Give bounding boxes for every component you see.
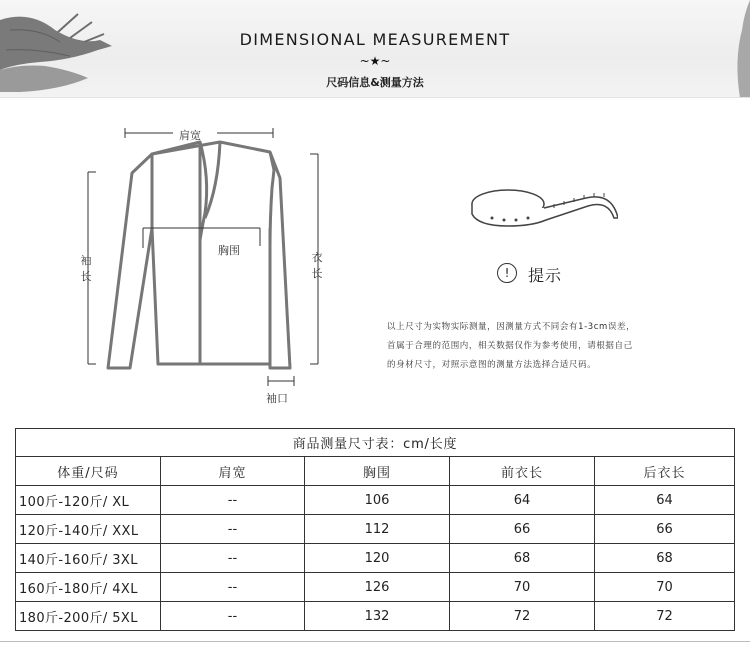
cell-shoulder: -- — [161, 573, 305, 602]
cell-back-length: 70 — [595, 573, 735, 602]
cell-front-length: 66 — [450, 515, 595, 544]
tip-title: 提示 — [528, 266, 563, 285]
cell-back-length: 66 — [595, 515, 735, 544]
cell-front-length: 68 — [450, 544, 595, 573]
table-row — [16, 573, 735, 602]
tip-line: 的身材尺寸，对照示意图的测量方法选择合适尺码。 — [387, 360, 597, 370]
bottom-divider — [0, 641, 750, 642]
table-header-row — [16, 457, 735, 486]
cell-size: 100斤-120斤/ XL — [16, 486, 161, 515]
cell-front-length: 70 — [450, 573, 595, 602]
header-back-length: 后衣长 — [595, 457, 735, 486]
banner-divider — [0, 97, 750, 98]
header-front-length: 前衣长 — [450, 457, 595, 486]
cell-front-length: 64 — [450, 486, 595, 515]
cell-size: 120斤-140斤/ XXL — [16, 515, 161, 544]
label-chest: 胸围 — [218, 244, 240, 257]
banner-title: DIMENSIONAL MEASUREMENT — [239, 30, 511, 49]
cell-size: 180斤-200斤/ 5XL — [16, 602, 161, 631]
banner-subtitle: 尺码信息&测量方法 — [326, 76, 424, 89]
table-row — [16, 486, 735, 515]
cell-chest: 126 — [305, 573, 450, 602]
size-table — [15, 428, 735, 631]
table-row — [16, 515, 735, 544]
cell-chest: 132 — [305, 602, 450, 631]
cell-front-length: 72 — [450, 602, 595, 631]
star-divider: ~★~ — [359, 54, 391, 68]
label-sleeve-length: 袖 长 — [80, 254, 92, 283]
cell-size: 140斤-160斤/ 3XL — [16, 544, 161, 573]
cell-shoulder: -- — [161, 544, 305, 573]
cell-shoulder: -- — [161, 486, 305, 515]
table-row — [16, 602, 735, 631]
tape-measure-icon — [468, 178, 618, 238]
header-weight-size: 体重/尺码 — [16, 457, 161, 486]
label-cuff: 袖口 — [266, 392, 288, 405]
table-row — [16, 544, 735, 573]
cell-size: 160斤-180斤/ 4XL — [16, 573, 161, 602]
cell-back-length: 64 — [595, 486, 735, 515]
cell-back-length: 72 — [595, 602, 735, 631]
label-shoulder-width: 肩宽 — [179, 129, 201, 142]
header-shoulder: 肩宽 — [161, 457, 305, 486]
table-caption: 商品测量尺寸表：cm/长度 — [16, 429, 735, 457]
header-banner — [0, 0, 750, 98]
cell-chest: 120 — [305, 544, 450, 573]
cell-chest: 112 — [305, 515, 450, 544]
header-chest: 胸围 — [305, 457, 450, 486]
cell-shoulder: -- — [161, 515, 305, 544]
cell-back-length: 68 — [595, 544, 735, 573]
alert-icon: ! — [497, 263, 517, 283]
label-body-length: 衣 长 — [311, 251, 323, 280]
table-caption-row — [16, 429, 735, 457]
cell-shoulder: -- — [161, 602, 305, 631]
cell-chest: 106 — [305, 486, 450, 515]
tip-line: 以上尺寸为实物实际测量，因测量方式不同会有1-3cm误差， — [387, 322, 636, 332]
tip-line: 首属于合理的范围内，相关数据仅作为参考使用，请根据自己 — [387, 341, 633, 351]
